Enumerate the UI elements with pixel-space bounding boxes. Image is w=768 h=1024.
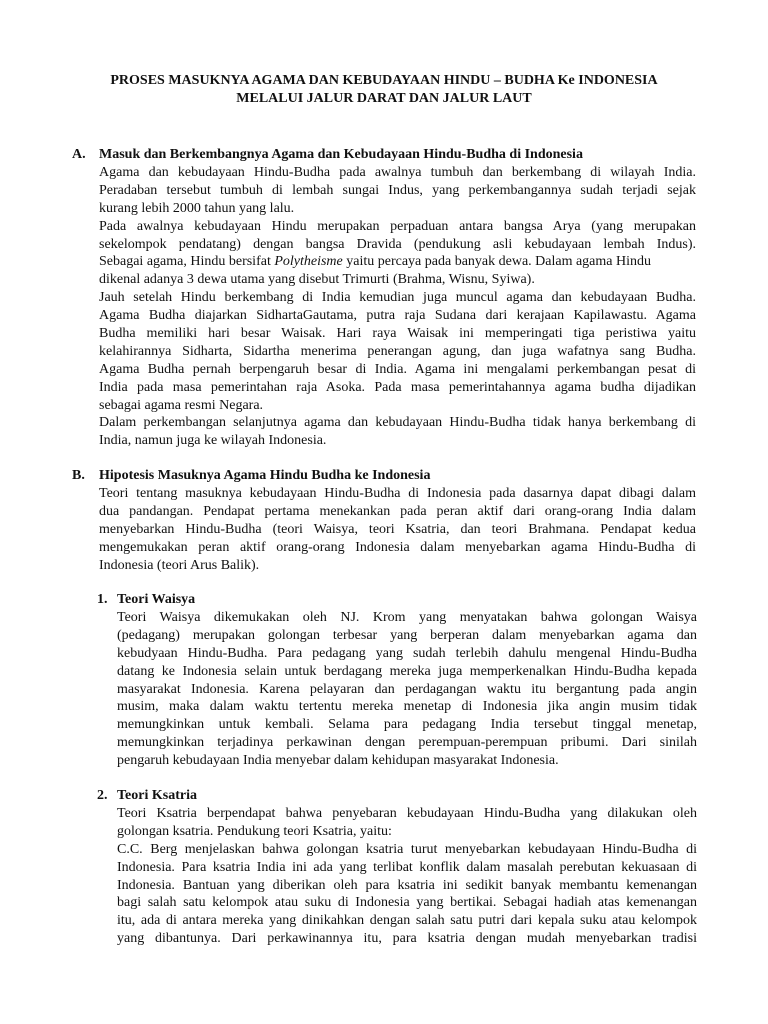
paragraph-line: kebudyaan Hindu-Budha. Para pedagang yang sudah terlebih dahulu mengenal Hindu-Budha [117,645,697,661]
paragraph-line: Indonesia. Bantuan yang diberikan oleh para ksatria ini sedikit banyak membantu kemenangan [117,877,697,893]
paragraph-line: memungkinkan untuk kembali. Selama para pedagang India tersebut tinggal menetap, [117,717,697,733]
paragraph-line: datang ke Indonesia selain untuk berdagang mereka juga memperkenalkan Hindu-Budha kepada [117,663,697,679]
document-title [60,72,708,108]
paragraph-line: India, namun juga ke wilayah Indonesia. [99,433,327,449]
italic-term: Polytheisme [274,254,343,270]
paragraph-line: Jauh setelah Hindu berkembang di India kemudian juga muncul agama dan kebudayaan Budha. [99,290,696,306]
paragraph-line: Teori Waisya dikemukakan oleh NJ. Krom yang menyatakan bahwa golongan Waisya [117,610,697,625]
theory-ksatria-body [117,805,697,948]
paragraph-line: sebagai agama resmi Negara. [99,397,264,413]
paragraph-line: Agama dan kebudayaan Hindu-Budha pada awalnya tumbuh dan berkembang di wilayah India. [99,165,696,180]
paragraph-line: (pedagang) merupakan golongan terbesar yang berperan dalam menyebarkan agama dan [117,627,697,643]
paragraph-line: Indonesia. Para ksatria India ini ada yang terlibat konflik dalam masalah perebutan kekuasaan di [117,859,697,875]
paragraph-line: Teori Ksatria berpendapat bahwa penyebaran kebudayaan Hindu-Budha yang dilakukan oleh [117,806,697,821]
paragraph-line: India pada masa pemerintahan raja Asoka. Pada masa pemerintahannya agama budha dijadikan [99,379,696,395]
paragraph-line: yang dibantunya. Dari perkawinannya itu, para ksatria dengan mudah menyebarkan tradisi [117,931,697,947]
theory-waisya-body [117,609,697,770]
title-line-2: MELALUI JALUR DARAT DAN JALUR LAUT [236,91,532,106]
theory-1-title: Teori Waisya [117,592,196,607]
paragraph-line: Dalam perkembangan selanjutnya agama dan kebudayaan Hindu-Budha tidak hanya berkembang di [99,415,696,431]
theory-2-marker: 2. [97,788,108,803]
paragraph-line: mengemukakan peran aktif orang-orang Indonesia dalam menyebarkan agama Hindu-Budha di [99,539,696,555]
line-start: Sebagai agama, Hindu bersifat [99,254,275,270]
paragraph-line: dikenal adanya 3 dewa utama yang disebut Trimurti (Brahma, Wisnu, Syiwa). [99,272,535,288]
section-a-title: Masuk dan Berkembangnya Agama dan Kebudayaan Hindu-Budha di Indonesia [99,147,583,162]
title-line-1: PROSES MASUKNYA AGAMA DAN KEBUDAYAAN HINDU – BUDHA Ke INDONESIA [110,73,658,88]
section-b-marker: B. [72,468,85,483]
paragraph-line: Indonesia (teori Arus Balik). [99,557,260,573]
paragraph-line: menyebarkan Hindu-Budha (teori Waisya, teori Ksatria, dan teori Brahmana. Pendapat kedua [99,521,696,537]
section-b-body [99,485,696,574]
paragraph-line: memungkinkan terjadinya perkawinan dengan perempuan-perempuan pribumi. Dari sinilah [117,735,697,751]
paragraph-line: golongan ksatria. Pendukung teori Ksatria, yaitu: [117,823,392,839]
section-b-title: Hipotesis Masuknya Agama Hindu Budha ke Indonesia [99,468,431,483]
paragraph-line: Budha memiliki hari besar Waisak. Hari raya Waisak ini memperingati tiga peristiwa yaitu [99,326,696,342]
paragraph-line: musim, maka dalam waktu tertentu mereka menetap di Indonesia jika angin musim tidak [117,699,697,715]
paragraph-line: Pada awalnya kebudayaan Hindu merupakan perpaduan antara bangsa Arya (yang merupakan [99,218,696,234]
paragraph-line: masyarakat Indonesia. Karena pelayaran dan perdagangan waktu itu bergantung pada angin [117,681,697,697]
paragraph-line: C.C. Berg menjelaskan bahwa golongan ksatria turut menyebarkan kebudayaan Hindu-Budha di [117,841,697,857]
theory-2-title: Teori Ksatria [117,788,197,803]
paragraph-line: kelahirannya Sidharta, Sidartha menerima penerangan agung, dan juga wafatnya sang Budha. [99,343,696,359]
paragraph-line: Teori tentang masuknya kebudayaan Hindu-Budha di Indonesia pada dasarnya dapat dibagi dalam [99,486,696,501]
paragraph-line-italic [99,253,696,271]
paragraph-line: bagi salah satu kelompok atau suku di Indonesia yang bertikai. Sebagai hadiah atas kemenangan [117,895,697,911]
paragraph-line: pengaruh kebudayaan India menyebar dalam kehidupan masyarakat Indonesia. [117,753,559,769]
section-a-marker: A. [72,147,86,162]
line-end: yaitu percaya pada banyak dewa. Dalam agama Hindu [342,254,652,270]
section-a-body [99,164,696,450]
paragraph-line: dua pandangan. Pendapat pertama menekankan pada peran aktif dari orang-orang India dalam [99,503,696,519]
theory-1-marker: 1. [97,592,108,607]
paragraph-line: sekelompok pendatang) dengan bangsa Dravida (pendukung asli kebudayaan lembah Indus). [99,236,696,252]
paragraph-line: Agama Budha pernah berpengaruh besar di India. Agama ini mengalami perkembangan pesat di [99,361,696,377]
paragraph-line: kurang lebih 2000 tahun yang lalu. [99,200,295,216]
paragraph-line: itu, ada di antara mereka yang dinikahkan dengan salah satu putri dari kepala suku atau kelompok [117,913,697,929]
paragraph-line: Agama Budha diajarkan SidhartaGautama, putra raja Sudana dari kerajaan Kapilawastu. Agama [99,308,696,324]
paragraph-line: Peradaban tersebut tumbuh di lembah sungai Indus, yang perkembangannya sudah terjadi sejak [99,182,696,198]
